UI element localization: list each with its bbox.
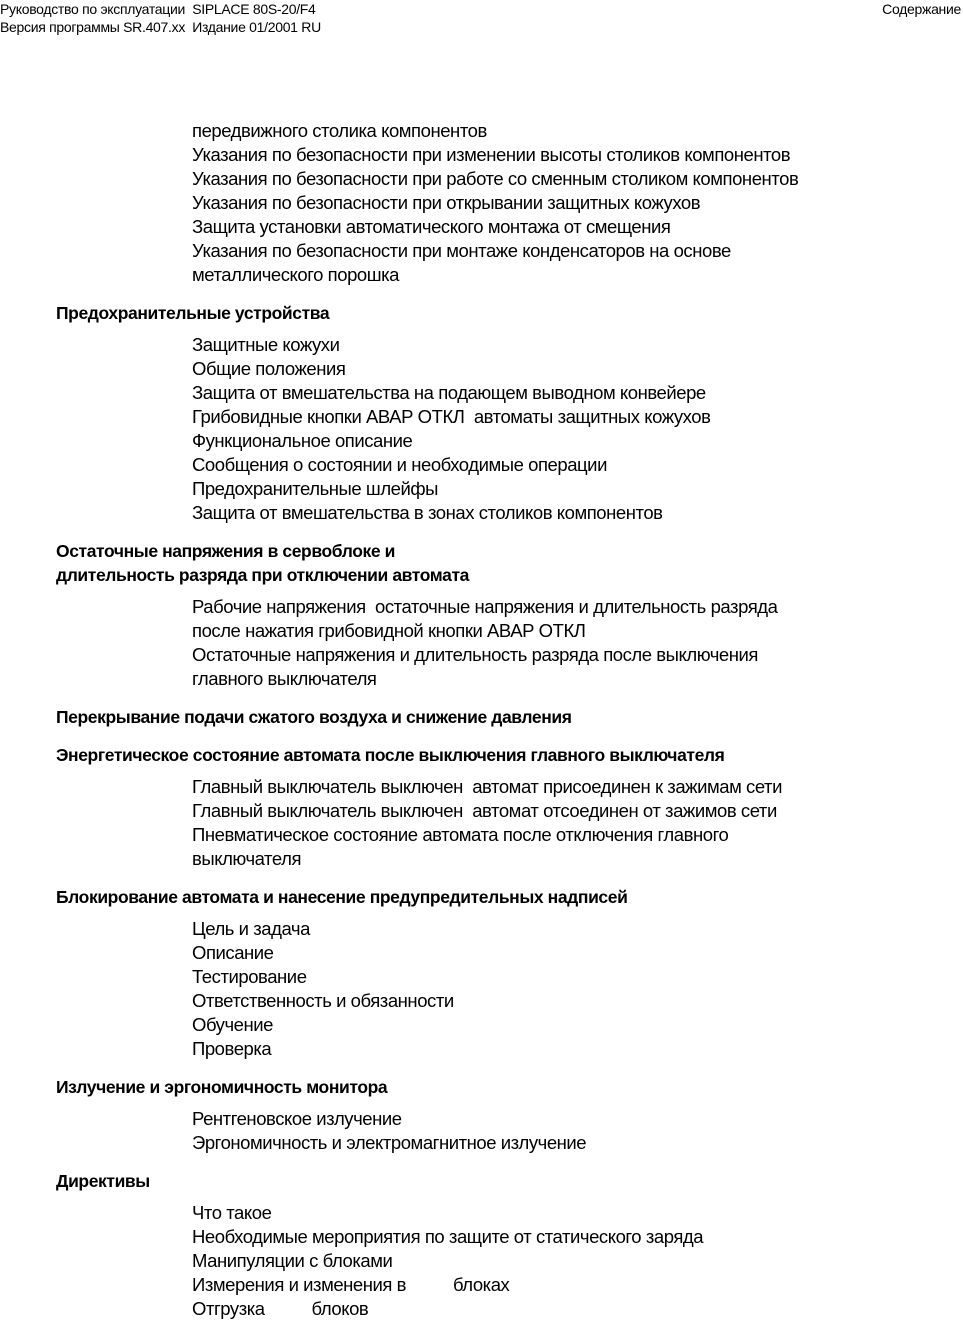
toc-heading[interactable]: Остаточные напряжения в сервоблоке и — [56, 541, 396, 561]
toc-entry[interactable]: Описание — [192, 942, 274, 963]
manual-title: Руководство по эксплуатации SIPLACE 80S-20/F4 — [0, 1, 316, 17]
document-header-left — [0, 0, 321, 36]
toc-heading[interactable]: Перекрывание подачи сжатого воздуха и снижение давления — [56, 707, 572, 727]
toc-section-continuation — [0, 119, 963, 287]
toc-section-lockout — [0, 885, 963, 1061]
toc-entry[interactable]: Манипуляции с блоками — [192, 1250, 393, 1271]
toc-entry[interactable]: Обучение — [192, 1014, 273, 1035]
toc-entry[interactable]: Грибовидные кнопки АВАР ОТКЛ автоматы защитных кожухов — [192, 406, 711, 427]
toc-entry[interactable]: после нажатия грибовидной кнопки АВАР ОТКЛ — [192, 620, 586, 641]
toc-heading[interactable]: Предохранительные устройства — [56, 303, 330, 323]
toc-heading[interactable]: Директивы — [56, 1171, 150, 1191]
toc-entry[interactable]: Цель и задача — [192, 918, 310, 939]
toc-entry[interactable]: Защитные кожухи — [192, 334, 340, 355]
toc-items — [192, 775, 963, 871]
toc-entry[interactable]: выключателя — [192, 848, 302, 869]
toc-heading[interactable]: Излучение и эргономичность монитора — [56, 1077, 388, 1097]
toc-entry[interactable]: Предохранительные шлейфы — [192, 478, 439, 499]
toc-entry[interactable]: Ответственность и обязанности — [192, 990, 454, 1011]
toc-entry[interactable]: Отгрузка блоков — [192, 1298, 369, 1319]
toc-entry[interactable]: Защита от вмешательства на подающем выводном конвейере — [192, 382, 706, 403]
toc-entry[interactable]: Главный выключатель выключен автомат присоединен к зажимам сети — [192, 776, 782, 797]
toc-entry[interactable]: Указания по безопасности при изменении высоты столиков компонентов — [192, 144, 791, 165]
toc-entry[interactable]: Указания по безопасности при работе со сменным столиком компонентов — [192, 168, 799, 189]
toc-section-directives — [0, 1169, 963, 1321]
toc-entry[interactable]: металлического порошка — [192, 264, 400, 285]
toc-items — [192, 1201, 963, 1321]
toc-entry[interactable]: Сообщения о состоянии и необходимые операции — [192, 454, 607, 475]
toc-entry[interactable]: Проверка — [192, 1038, 272, 1059]
toc-heading[interactable]: Блокирование автомата и нанесение предупредительных надписей — [56, 887, 628, 907]
toc-entry[interactable]: Пневматическое состояние автомата после отключения главного — [192, 824, 729, 845]
toc-entry[interactable]: Рентгеновское излучение — [192, 1108, 402, 1129]
toc-entry[interactable]: Указания по безопасности при открывании защитных кожухов — [192, 192, 701, 213]
version-info: Версия программы SR.407.xx Издание 01/2001 RU — [0, 19, 321, 35]
toc-heading-continuation[interactable]: длительность разряда при отключении автомата — [56, 565, 469, 585]
table-of-contents — [0, 119, 963, 1321]
toc-entry[interactable]: Рабочие напряжения остаточные напряжения и длительность разряда — [192, 596, 778, 617]
toc-entry[interactable]: Главный выключатель выключен автомат отсоединен от зажимов сети — [192, 800, 777, 821]
toc-entry[interactable]: Указания по безопасности при монтаже конденсаторов на основе — [192, 240, 731, 261]
toc-section-safety-devices — [0, 301, 963, 525]
toc-entry[interactable]: Необходимые мероприятия по защите от статического заряда — [192, 1226, 704, 1247]
toc-items — [192, 333, 963, 525]
toc-entry[interactable]: Функциональное описание — [192, 430, 413, 451]
toc-entry[interactable]: Защита от вмешательства в зонах столиков компонентов — [192, 502, 663, 523]
toc-section-compressed-air — [0, 705, 963, 729]
toc-items — [192, 119, 963, 287]
toc-entry[interactable]: Остаточные напряжения и длительность разряда после выключения — [192, 644, 758, 665]
toc-entry[interactable]: главного выключателя — [192, 668, 377, 689]
toc-entry[interactable]: Защита установки автоматического монтажа от смещения — [192, 216, 671, 237]
toc-entry[interactable]: Общие положения — [192, 358, 346, 379]
section-title: Содержание — [882, 1, 961, 17]
toc-section-monitor-radiation — [0, 1075, 963, 1155]
toc-entry[interactable]: Эргономичность и электромагнитное излучение — [192, 1132, 587, 1153]
toc-entry[interactable]: Что такое — [192, 1202, 272, 1223]
toc-items — [192, 917, 963, 1061]
toc-items — [192, 595, 963, 691]
toc-entry[interactable]: Измерения и изменения в блоках — [192, 1274, 510, 1295]
toc-section-residual-voltages — [0, 539, 963, 691]
toc-entry[interactable]: передвижного столика компонентов — [192, 120, 487, 141]
toc-section-energy-state — [0, 743, 963, 871]
toc-heading[interactable]: Энергетическое состояние автомата после выключения главного выключателя — [56, 745, 725, 765]
toc-entry[interactable]: Тестирование — [192, 966, 307, 987]
toc-items — [192, 1107, 963, 1155]
